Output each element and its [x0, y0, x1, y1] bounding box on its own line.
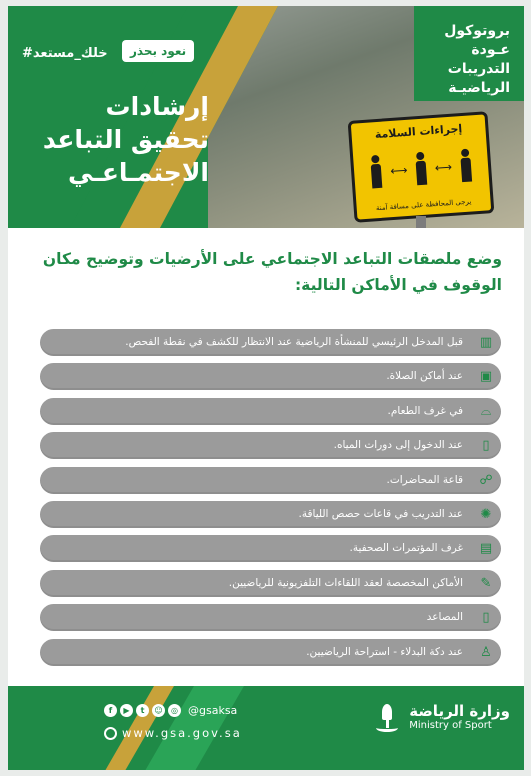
list-item-label: قاعة المحاضرات. — [386, 473, 463, 486]
list-item — [40, 398, 501, 425]
double-arrow-icon: ⟷ — [434, 159, 453, 176]
person-icon — [413, 152, 429, 187]
twitter-icon[interactable]: t — [136, 704, 149, 717]
sign-title: إجراءات السلامة — [374, 122, 463, 142]
ministry-logo: وزارة الرياضة Ministry of Sport — [409, 702, 510, 731]
list-item — [40, 535, 501, 562]
hashtag: #خلك_مستعد — [22, 46, 108, 61]
list-item — [40, 604, 501, 631]
website-link[interactable]: www.gsa.gov.sa — [104, 726, 242, 740]
list-item-label: قبل المدخل الرئيسي للمنشأة الرياضية عند الانتظار للكشف في نقطة الفحص. — [125, 336, 463, 348]
list-item-label: عند الدخول إلى دورات المياه. — [333, 439, 463, 452]
microphone-icon: ✎ — [480, 575, 492, 591]
social-handle[interactable]: @gsaksa — [188, 704, 238, 717]
list-item — [40, 639, 501, 666]
safety-sign — [348, 111, 495, 223]
list-item-label: في غرف الطعام. — [387, 404, 463, 417]
footer-banner — [8, 686, 524, 770]
social-links — [104, 704, 237, 717]
facebook-icon[interactable]: f — [104, 704, 117, 717]
list-item-label: عند التدريب في قاعات حصص اللياقة. — [298, 507, 463, 520]
sign-post — [416, 216, 426, 228]
sign-note: يرجى المحافظة على مسافة آمنة — [375, 197, 472, 213]
audience-icon: ☍ — [479, 472, 493, 488]
person-icon — [458, 148, 474, 183]
elevator-icon: ▯ — [482, 610, 490, 626]
list-item-label: عند دكة البدلاء - استراحة الرياضيين. — [306, 645, 463, 658]
distancing-figures — [365, 145, 478, 193]
saudi-emblem-icon — [374, 704, 400, 734]
list-item-label: غرف المؤتمرات الصحفية. — [349, 542, 463, 555]
list-item — [40, 467, 501, 494]
list-item — [40, 432, 501, 459]
youtube-icon[interactable]: ▶ — [120, 704, 133, 717]
list-item — [40, 363, 501, 390]
list-item — [40, 501, 501, 528]
page-title: إرشادات تحقيق التباعد الاجتمـاعـي — [42, 92, 209, 187]
building-icon: ▥ — [479, 335, 493, 350]
person-icon — [368, 155, 384, 190]
list-item-label: عند أماكن الصلاة. — [386, 370, 463, 383]
fitness-gear-icon: ✺ — [480, 506, 492, 522]
protocol-title: بروتوكول عـودة التدريبات الرياضيـة — [444, 23, 510, 96]
door-icon: ▯ — [482, 438, 490, 454]
list-item — [40, 570, 501, 597]
list-item-label: المصاعد — [426, 611, 463, 624]
chair-icon: ♙ — [480, 644, 492, 660]
prayer-rug-icon: ▣ — [479, 369, 493, 385]
list-item-label: الأماكن المخصصة لعقد اللقاءات التلفزيونية للرياضيين. — [228, 576, 463, 589]
campaign-logo: نعود بحذر — [122, 40, 194, 62]
double-arrow-icon: ⟷ — [389, 162, 408, 179]
intro-text: وضع ملصقات التباعد الاجتماعي على الأرضيات وتوضيح مكان الوقوف في الأماكن التالية: — [42, 250, 502, 294]
header-banner — [8, 6, 524, 228]
presentation-board-icon: ▤ — [479, 541, 493, 557]
globe-icon — [104, 727, 117, 740]
snapchat-icon[interactable]: ☺ — [152, 704, 165, 717]
places-list — [40, 329, 501, 673]
instagram-icon[interactable]: ◎ — [168, 704, 181, 717]
food-cloche-icon: ⌓ — [480, 403, 492, 419]
list-item — [40, 329, 501, 356]
poster — [8, 6, 524, 770]
